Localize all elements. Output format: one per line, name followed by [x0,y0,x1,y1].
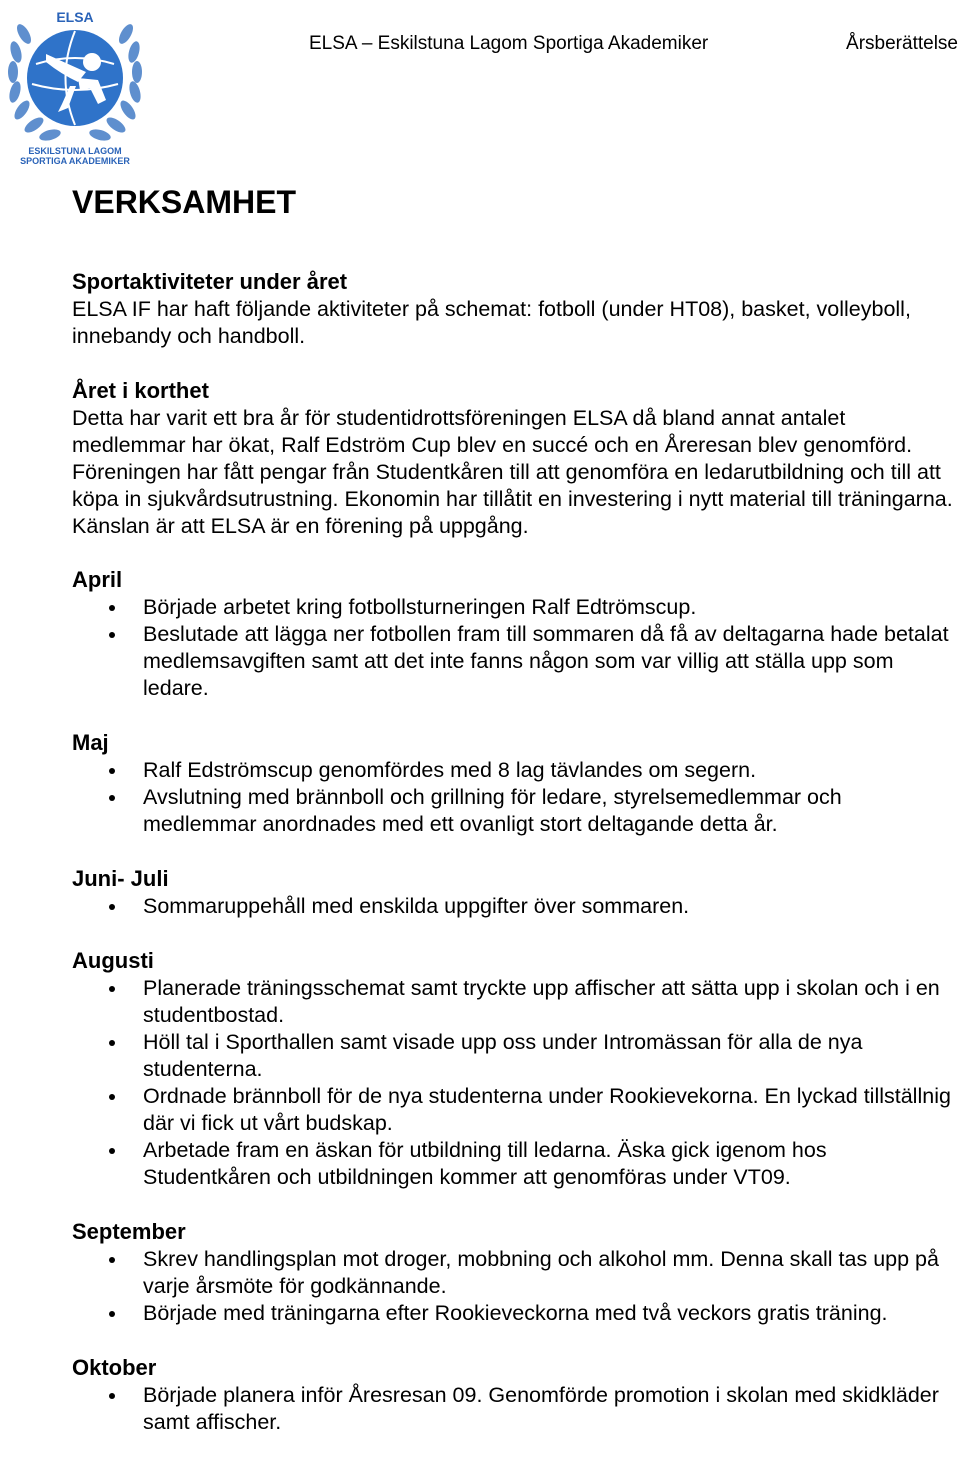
header-doc-type: Årsberättelse [846,33,958,54]
list-item: Beslutade att lägga ner fotbollen fram till sommaren då få av deltagarna hade betalat medlemsavgiften samt att det inte fanns någon som var villig att ställa upp som ledare. [72,621,958,702]
section-heading: Sportaktiviteter under året [72,269,348,294]
list-item: Sommaruppehåll med enskilda uppgifter över sommaren. [72,893,958,920]
list-item: Arbetade fram en äskan för utbildning till ledarna. Äska gick igenom hos Studentkåren och utbildningen kommer att genomföras under VT09. [72,1137,958,1191]
section-text: Detta har varit ett bra år för studentidrottsföreningen ELSA då bland annat antalet medlemmar har ökat, Ralf Edström Cup blev en succé och en Åreresan blev genomförd. Föreningen har fått pengar från Studentkåren till att genomföra en ledarutbildning och till att köpa in sjukvårdsutrustning. Ekonomin har tillåtit en investering i nytt material till träningarna. Känslan är att ELSA är en förening på uppgång. [72,406,953,538]
section-sportaktiviteter [72,268,958,350]
header-org-title: ELSA – Eskilstuna Lagom Sportiga Akademiker [309,33,709,54]
month-heading: April [72,567,123,592]
month-list [72,757,958,838]
month-list [72,975,958,1191]
month-heading: September [72,1219,186,1244]
month-juni-juli [72,865,958,920]
section-heading: Året i korthet [72,378,209,403]
logo-bottom-line1: ESKILSTUNA LAGOM [28,146,122,156]
list-item: Avslutning med brännboll och grillning för ledare, styrelsemedlemmar och medlemmar anordnades med ett ovanligt stort deltagande detta år. [72,784,958,838]
month-augusti [72,947,958,1191]
list-item: Ralf Edströmscup genomfördes med 8 lag tävlandes om segern. [72,757,958,784]
list-item: Skrev handlingsplan mot droger, mobbning och alkohol mm. Denna skall tas upp på varje årsmöte för godkännande. [72,1246,958,1300]
month-maj [72,729,958,838]
list-item: Började med träningarna efter Rookieveckorna med två veckors gratis träning. [72,1300,958,1327]
month-heading: Maj [72,730,109,755]
month-heading: Juni- Juli [72,866,169,891]
elsa-logo [6,4,144,166]
page-title: VERKSAMHET [72,184,297,220]
month-oktober [72,1354,958,1436]
month-list [72,594,958,702]
logo-bottom-line2: SPORTIGA AKADEMIKER [20,156,130,166]
list-item: Planerade träningsschemat samt tryckte upp affischer att sätta upp i skolan och i en studentbostad. [72,975,958,1029]
month-heading: Augusti [72,948,154,973]
list-item: Höll tal i Sporthallen samt visade upp oss under Intromässan för alla de nya studenterna. [72,1029,958,1083]
month-list [72,1246,958,1327]
section-aret-i-korthet [72,377,958,540]
document-body [72,182,958,1463]
month-september [72,1218,958,1327]
logo-top-text: ELSA [56,9,94,25]
list-item: Började arbetet kring fotbollsturneringen Ralf Edtrömscup. [72,594,958,621]
section-text: ELSA IF har haft följande aktiviteter på schemat: fotboll (under HT08), basket, volleyboll, innebandy och handboll. [72,297,911,348]
month-april [72,566,958,702]
month-list [72,893,958,920]
month-heading: Oktober [72,1355,157,1380]
list-item: Ordnade brännboll för de nya studenterna under Rookievekorna. En lyckad tillställnig där vi fick ut vårt budskap. [72,1083,958,1137]
list-item: Började planera inför Åresresan 09. Genomförde promotion i skolan med skidkläder samt affischer. [72,1382,958,1436]
month-list [72,1382,958,1436]
